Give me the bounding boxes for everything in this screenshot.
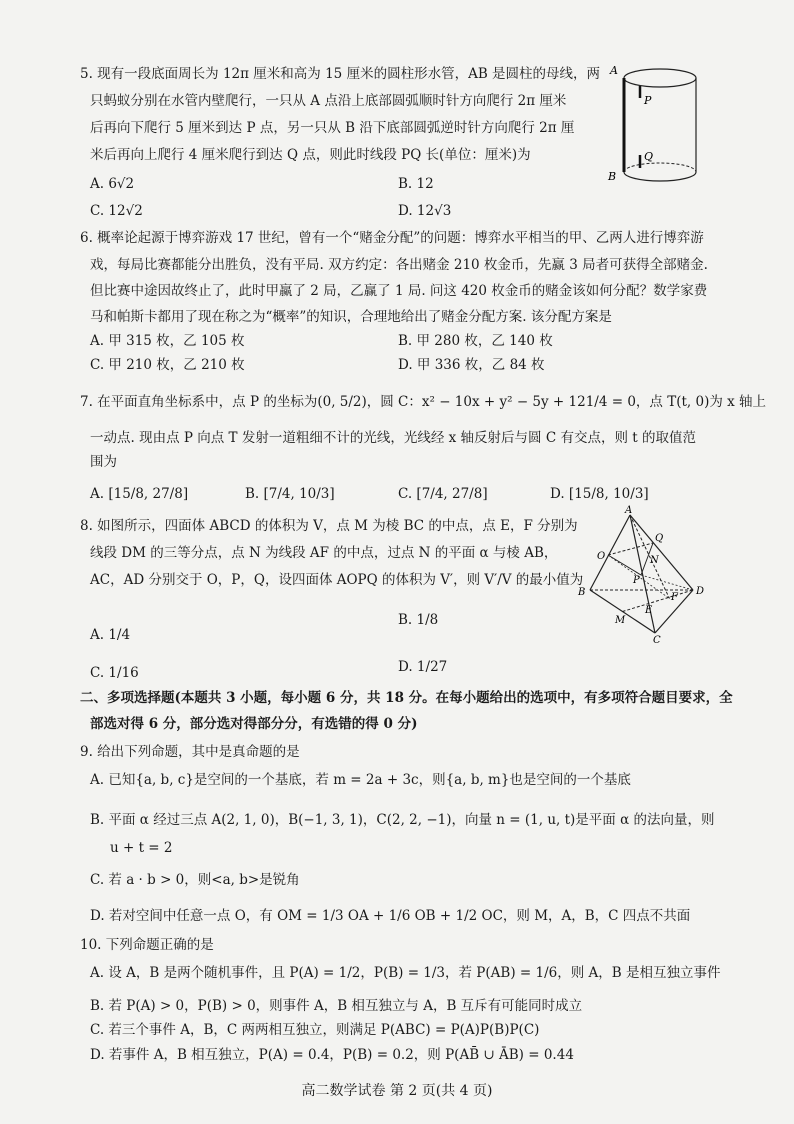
label-a: A — [625, 505, 633, 516]
q8-line-2: 线段 DM 的三等分点，点 N 为线段 AF 的中点，过点 N 的平面 α 与棱 AB， — [90, 545, 558, 561]
label-a: A — [610, 64, 618, 77]
label-n: N — [650, 555, 659, 566]
q7-line-3: 围为 — [90, 454, 117, 470]
q9-option-b: B. 平面 α 经过三点 A(2, 1, 0)，B(−1, 3, 1)，C(2, 2, −1)，向量 n = (1, u, t)是平面 α 的法向量，则 — [90, 812, 715, 828]
q7-option-a: A. [15/8, 27/8] — [90, 486, 189, 502]
q7-option-b: B. [7/4, 10/3] — [245, 486, 335, 502]
q5-line-4: 米后再向上爬行 4 厘米爬行到达 Q 点，则此时线段 PQ 长(单位：厘米)为 — [90, 147, 531, 163]
q10-option-a: A. 设 A，B 是两个随机事件，且 P(A) = 1/2，P(B) = 1/3，若 P(AB) = 1/6，则 A，B 是相互独立事件 — [90, 965, 721, 981]
q9-option-d: D. 若对空间中任意一点 O，有 OM = 1/3 OA + 1/6 OB + 1/2 OC，则 M，A，B，C 四点不共面 — [90, 908, 691, 924]
q7-option-d: D. [15/8, 10/3] — [550, 486, 649, 502]
q6-option-a: A. 甲 315 枚，乙 105 枚 — [90, 333, 245, 349]
label-d: D — [696, 586, 705, 597]
label-b: B — [608, 170, 617, 183]
label-f: F — [671, 592, 678, 603]
q6-line-3: 但比赛中途因故终止了，此时甲赢了 2 局，乙赢了 1 局. 问这 420 枚金币的赌金该如何分配？数学家费 — [90, 283, 708, 299]
label-q: Q — [655, 533, 664, 544]
section-2-line-2: 部选对得 6 分，部分选对得部分分，有选错的得 0 分) — [90, 716, 418, 732]
q5-line-3: 后再向下爬行 5 厘米到达 P 点，另一只从 B 沿下底部圆弧逆时针方向爬行 2π 厘 — [90, 120, 575, 136]
q8-option-c: C. 1/16 — [90, 665, 139, 681]
q6-line-1: 6. 概率论起源于博弈游戏 17 世纪，曾有一个“赌金分配”的问题：博弈水平相当的甲、乙两人进行博弈游 — [80, 230, 704, 246]
cylinder-figure — [600, 60, 710, 195]
q9-option-c: C. 若 a · b > 0，则<a, b>是锐角 — [90, 872, 300, 888]
label-p: P — [644, 94, 652, 107]
label-b: B — [578, 587, 586, 598]
label-c: C — [653, 635, 661, 645]
q5-line-1: 5. 现有一段底面周长为 12π 厘米和高为 15 厘米的圆柱形水管，AB 是圆柱的母线，两 — [80, 66, 601, 82]
label-e: E — [645, 605, 653, 616]
section-2-line-1: 二、多项选择题(本题共 3 小题，每小题 6 分，共 18 分。在每小题给出的选项中，有多项符合题目要求，全 — [80, 690, 733, 706]
q6-option-c: C. 甲 210 枚，乙 210 枚 — [90, 357, 245, 373]
q10-option-c: C. 若三个事件 A，B，C 两两相互独立，则满足 P(ABC) = P(A)P(B)P(C) — [90, 1022, 540, 1038]
label-o: O — [597, 551, 606, 562]
q5-option-a: A. 6√2 — [90, 176, 135, 192]
q5-option-d: D. 12√3 — [398, 203, 452, 219]
label-p: P — [633, 575, 640, 586]
q10-option-d: D. 若事件 A，B 相互独立，P(A) = 0.4，P(B) = 0.2，则 P(AB̄ ∪ ĀB) = 0.44 — [90, 1047, 574, 1063]
q9-option-a: A. 已知{a, b, c}是空间的一个基底，若 m = 2a + 3c，则{a, b, m}也是空间的一个基底 — [90, 772, 631, 788]
q9-stem: 9. 给出下列命题，其中是真命题的是 — [80, 744, 300, 760]
q10-option-b: B. 若 P(A) > 0，P(B) > 0，则事件 A，B 相互独立与 A，B 互斥有可能同时成立 — [90, 998, 583, 1014]
q7-line-2: 一动点. 现由点 P 向点 T 发射一道粗细不计的光线，光线经 x 轴反射后与圆 C 有交点，则 t 的取值范 — [90, 430, 696, 446]
q10-stem: 10. 下列命题正确的是 — [80, 937, 214, 953]
q5-line-2: 只蚂蚁分别在水管内壁爬行，一只从 A 点沿上底部圆弧顺时针方向爬行 2π 厘米 — [90, 93, 567, 109]
q8-option-b: B. 1/8 — [398, 612, 439, 628]
page-footer: 高二数学试卷 第 2 页(共 4 页) — [301, 1083, 493, 1099]
q6-line-2: 戏，每局比赛都能分出胜负，没有平局. 双方约定：各出赌金 210 枚金币，先赢 3 局者可获得全部赌金. — [90, 257, 708, 273]
tetrahedron-figure — [575, 505, 710, 645]
label-m: M — [615, 615, 626, 626]
q7-line-1: 7. 在平面直角坐标系中，点 P 的坐标为(0, 5/2)，圆 C：x² − 10x + y² − 5y + 121/4 = 0，点 T(t, 0)为 x 轴上 — [80, 394, 767, 410]
q5-option-c: C. 12√2 — [90, 203, 143, 219]
q8-option-a: A. 1/4 — [90, 627, 131, 643]
q8-option-d: D. 1/27 — [398, 659, 448, 675]
q7-option-c: C. [7/4, 27/8] — [398, 486, 488, 502]
q6-line-4: 马和帕斯卡都用了现在称之为“概率”的知识，合理地给出了赌金分配方案. 该分配方案是 — [90, 309, 612, 325]
q5-option-b: B. 12 — [398, 176, 434, 192]
q6-option-d: D. 甲 336 枚，乙 84 枚 — [398, 357, 545, 373]
q6-option-b: B. 甲 280 枚，乙 140 枚 — [398, 333, 553, 349]
q8-line-3: AC，AD 分别交于 O，P，Q，设四面体 AOPQ 的体积为 V′，则 V′/V 的最小值为 — [90, 572, 584, 588]
label-q: Q — [644, 150, 654, 163]
q8-line-1: 8. 如图所示，四面体 ABCD 的体积为 V，点 M 为棱 BC 的中点，点 E，F 分别为 — [80, 518, 578, 534]
q9-option-b-cont: u + t = 2 — [110, 840, 173, 856]
